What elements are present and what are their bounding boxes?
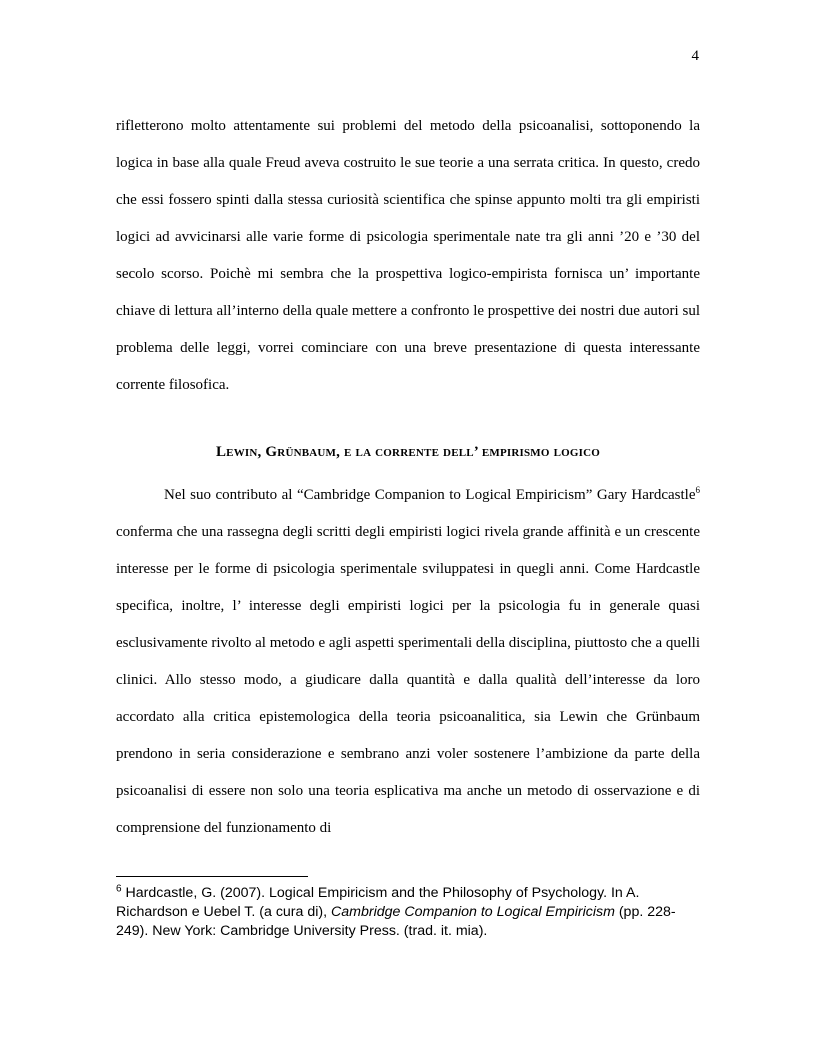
footnote-reference[interactable]: 6	[695, 485, 700, 495]
footnote-text: Hardcastle, G. (2007). Logical Empiricism and the Philosophy of Psychology. In A. Richardson e Uebel T. (a cura di),	[116, 885, 640, 920]
footnote	[116, 884, 700, 941]
body-paragraph: rifletterono molto attentamente sui problemi del metodo della psicoanalisi, sottoponendo la logica in base alla quale Freud aveva costruito le sue teorie a una serrata critica. In questo, credo che essi fossero spinti dalla stessa curiosità scientifica che spinse appunto molti tra gli empiristi logici ad avvicinarsi alle varie forme di psicologia sperimentale nate tra gli anni ’20 e ’30 del secolo scorso. Poichè mi sembra che la prospettiva logico-empirista fornisca un’ importante chiave di lettura all’interno della quale mettere a confronto le prospettive dei nostri due autori sul problema delle leggi, vorrei cominciare con una breve presentazione di questa interessante corrente filosofica.	[116, 118, 700, 393]
paragraph-text: Nel suo contributo al “Cambridge Companion to Logical Empiricism” Gary Hardcastle	[164, 487, 696, 503]
page-number: 4	[691, 48, 699, 64]
footnote-title: Cambridge Companion to Logical Empiricism	[331, 904, 615, 920]
section-heading: Lewin, Grünbaum, e la corrente dell’ empirismo logico	[215, 444, 601, 460]
paragraph-text: conferma che una rassegna degli scritti degli empiristi logici rivela grande affinità e un crescente interesse per le forme di psicologia sperimentale sviluppatesi in quegli anni. Come Hardcastle specifica, inoltre, l’ interesse degli empiristi logici per la psicologia fu in generale quasi esclusivamente rivolto al metodo e agli aspetti sperimentali della disciplina, piuttosto che a quelli clinici. Allo stesso modo, a giudicare dalla quantità e dalla qualità dell’interesse da loro accordato alla critica epistemologica della teoria psicoanalitica, sia Lewin che Grünbaum prendono in seria considerazione e sembrano anzi voler sostenere l’ambizione da parte della psicoanalisi di essere non solo una teoria esplicativa ma anche un metodo di osservazione e di comprensione del funzionamento di	[116, 524, 701, 836]
footnote-separator	[116, 876, 308, 877]
body-paragraph	[116, 477, 700, 847]
footnote-mark: 6	[116, 883, 122, 895]
footnote-text: (pp. 228-249). New York: Cambridge University Press. (trad. it. mia).	[116, 904, 676, 939]
